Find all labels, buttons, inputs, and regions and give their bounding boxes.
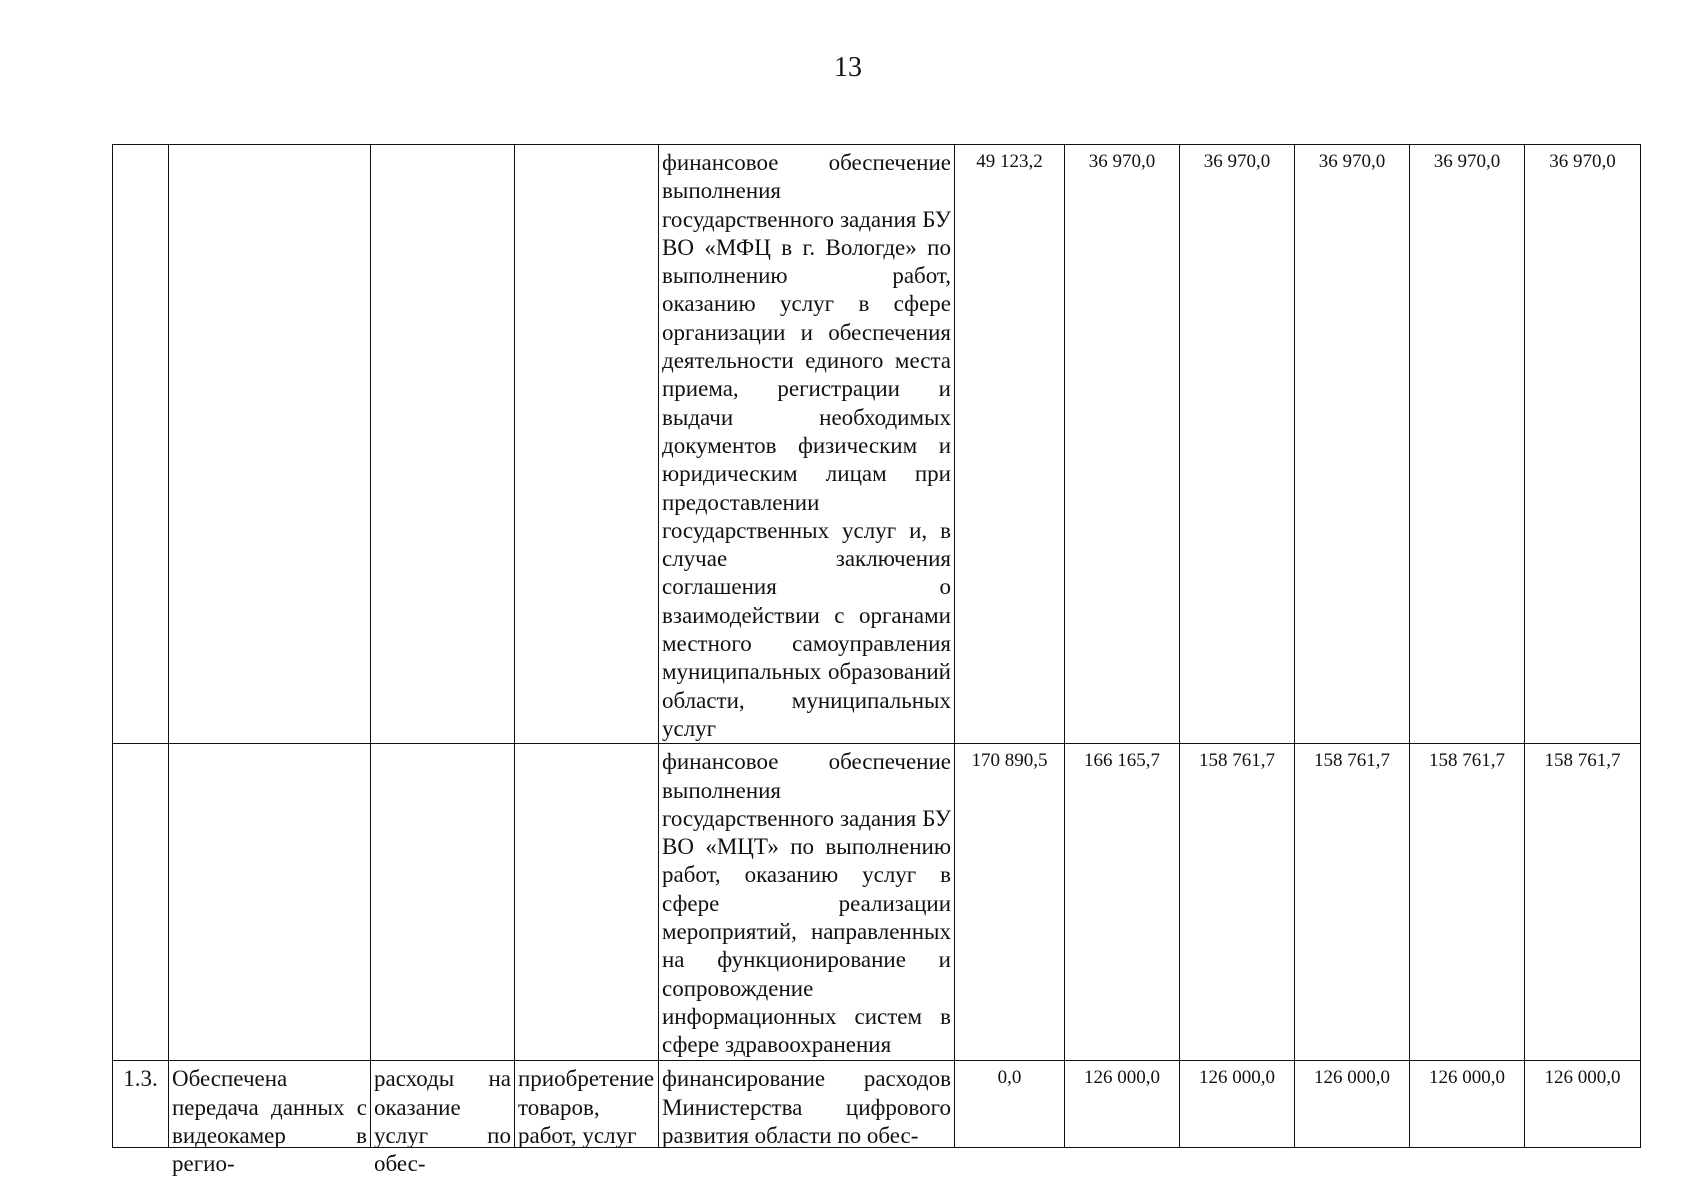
description-cell: финансовое обеспечение выполнения государственного задания БУ ВО «МЦТ» по выполнению работ, оказанию услуг в сфере реализации мероприятий, направленных на функционирование и сопровождение информационных систем в сфере здравоохранения (659, 744, 955, 1061)
table-row (113, 744, 1641, 1061)
result-cell: Обеспечена передача данных с видеокамер в регио- (169, 1061, 371, 1148)
value-cell: 158 761,7 (1410, 744, 1525, 1061)
expense-cell (371, 744, 515, 1061)
value-cell: 126 000,0 (1065, 1061, 1180, 1148)
table-row (113, 1061, 1641, 1148)
value-cell: 126 000,0 (1180, 1061, 1295, 1148)
value-cell: 49 123,2 (955, 145, 1065, 744)
table-row (113, 145, 1641, 744)
value-cell: 126 000,0 (1295, 1061, 1410, 1148)
value-cell: 166 165,7 (1065, 744, 1180, 1061)
row-index (113, 145, 169, 744)
value-cell: 36 970,0 (1065, 145, 1180, 744)
result-cell (169, 744, 371, 1061)
value-cell: 36 970,0 (1180, 145, 1295, 744)
value-cell: 158 761,7 (1525, 744, 1641, 1061)
value-cell: 126 000,0 (1525, 1061, 1641, 1148)
value-cell: 158 761,7 (1180, 744, 1295, 1061)
direction-cell (515, 145, 659, 744)
value-cell: 36 970,0 (1295, 145, 1410, 744)
value-cell: 170 890,5 (955, 744, 1065, 1061)
funding-table (112, 144, 1641, 1177)
result-cell (169, 145, 371, 744)
expense-cell (371, 145, 515, 744)
description-cell: финансирование расходов Министерства цифрового развития области по обес- (659, 1061, 955, 1148)
direction-cell (515, 744, 659, 1061)
value-cell: 158 761,7 (1295, 744, 1410, 1061)
expense-cell: расходы на оказание услуг по обес- (371, 1061, 515, 1148)
description-cell: финансовое обеспечение выполнения государственного задания БУ ВО «МФЦ в г. Вологде» по выполнению работ, оказанию услуг в сфере организации и обеспечения деятельности единого места приема, регистрации и выдачи необходимых документов физическим и юридическим лицам при предоставлении государственных услуг и, в случае заключения соглашения о взаимодействии с органами местного самоуправления муниципальных образований области, муниципальных услуг (659, 145, 955, 744)
value-cell: 36 970,0 (1410, 145, 1525, 744)
page-number: 13 (834, 52, 862, 83)
row-index: 1.3. (113, 1061, 169, 1148)
direction-cell: приобретение товаров, работ, услуг (515, 1061, 659, 1148)
value-cell: 126 000,0 (1410, 1061, 1525, 1148)
row-index (113, 744, 169, 1061)
value-cell: 36 970,0 (1525, 145, 1641, 744)
value-cell: 0,0 (955, 1061, 1065, 1148)
